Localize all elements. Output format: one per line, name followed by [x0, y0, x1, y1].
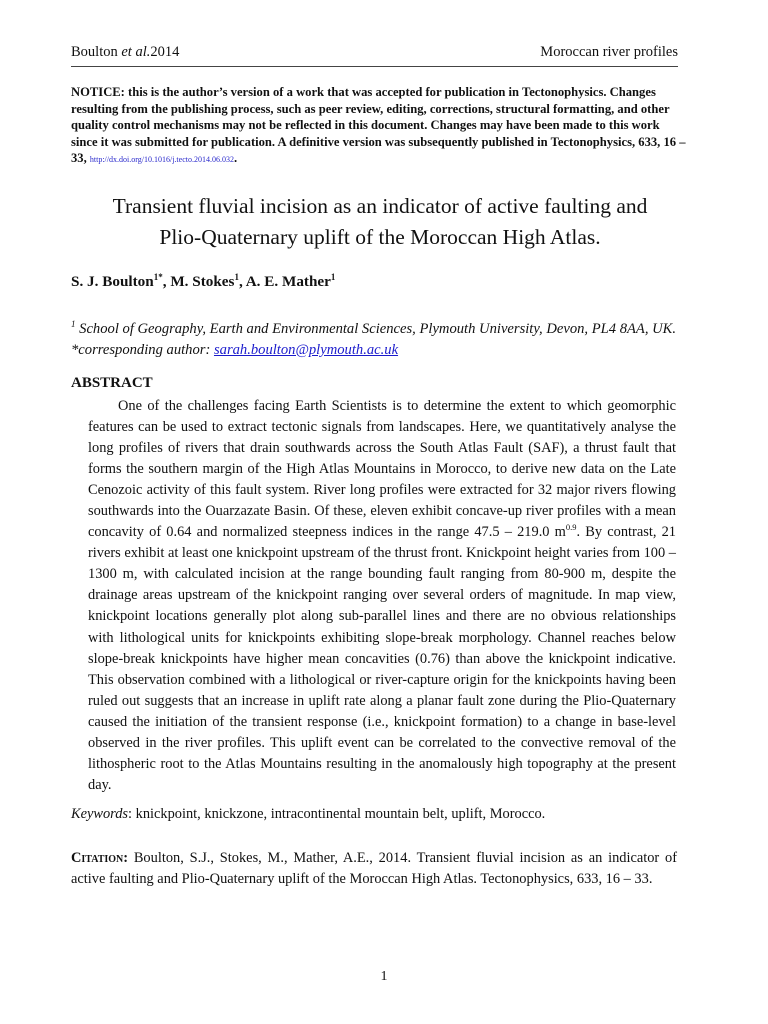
publication-notice: NOTICE: this is the author’s version of a work that was accepted for publication in Tectonophysics. Changes resulting from the publishing process, such as peer review, editing, corrections, structural formatting, and other quality control mechanisms may not be reflected in this document. Changes may have been made to this work since it was submitted for publication. A definitive version was subsequently published in Tectonophysics, 633, 16 – 33, http://dx.doi.org/10.1016/j.tecto.2014.06.032. — [71, 85, 686, 166]
doi-link[interactable]: http://dx.doi.org/10.1016/j.tecto.2014.06.032 — [89, 155, 234, 165]
keywords-label: Keywords — [71, 806, 129, 822]
citation-label: Citation: — [71, 850, 129, 866]
abstract-heading: ABSTRACT — [71, 375, 153, 391]
title-line-1: Transient fluvial incision as an indicator of active faulting and — [112, 194, 648, 218]
keywords: Keywords: knickpoint, knickzone, intracontinental mountain belt, uplift, Morocco. — [71, 806, 546, 822]
abstract-body: One of the challenges facing Earth Scientists is to determine the extent to which geomorphic features can be used to extract tectonic signals from landscapes. Here, we quantitatively analyse the long profiles of rivers that drain southwards across the South Atlas Fault (SAF), a thrust fault that forms the southern margin of the High Atlas Mountains in Morocco, to derive new data on the Late Cenozoic activity of this fault system. River long profiles were extracted for 32 major rivers flowing southwards into the Ouarzazate Basin. Of these, eleven exhibit concave-up river profiles with a mean concavity of 0.64 and normalized steepness indices in the range 47.5 – 219.0 $m^{0.9}$. By contrast, 21 rivers exhibit at least one knickpoint upstream of the thrust front. Knickpoint height varies from 100 – 1300 m, with calculated incision at the range bounding fault ranging from 80-900 m, despite the drainage areas upstream of the knickpoint ranging over several orders of magnitude. In map view, knickpoint locations generally plot along sub-parallel lines and there are no obvious relationships with lithological units for knickpoints exhibiting slope-break morphology. Channel reaches below slope-break knickpoints have higher mean concavities (0.76) than above the knickpoint indicative. This observation combined with a lithological or river-capture origin for the knickpoints having been ruled out suggests that an increase in uplift rate along a planar fault zone during the Plio-Quaternary caused the initiation of the transient response (i.e., knickpoint formation) to a change in base-level observed in the river profiles. This uplift event can be correlated to the convective removal of the lithospheric root to the Atlas Mountains resulting in the anomalously high topography at the present day. — [88, 398, 676, 793]
running-header — [71, 44, 678, 67]
paper-title — [60, 191, 700, 253]
title-line-2: Plio-Quaternary uplift of the Moroccan High Atlas. — [159, 225, 601, 249]
header-author: Boulton et al.2014 — [71, 44, 180, 60]
citation: Citation: Boulton, S.J., Stokes, M., Mather, A.E., 2014. Transient fluvial incision as an indicator of active faulting and Plio-Quaternary uplift of the Moroccan High Atlas. Tectonophysics, 633, 16 – 33. — [71, 850, 677, 887]
notice-text: this is the author’s version of a work that was accepted for publication in Tectonophysics. Changes resulting from the publishing process, such as peer review, editing, corrections, structural formatting, and other quality control mechanisms may not be reflected in this document. Changes may have been made to this work since it was submitted for publication. A definitive version was subsequently published in Tectonophysics, 633, 16 – 33, — [71, 85, 686, 166]
header-running-title: Moroccan river profiles — [540, 44, 678, 60]
notice-label: NOTICE: — [71, 85, 125, 99]
author-list: S. J. Boulton$^{1*}$, M. Stokes$^1$, A. E. Mather$^1$ — [71, 272, 336, 291]
affiliation: $^1$ School of Geography, Earth and Environmental Sciences, Plymouth University, Devon, PL4 8AA, UK. *corresponding author: sarah.boulton@plymouth.ac.uk — [71, 319, 677, 358]
page-number: 1 — [380, 969, 388, 984]
email-link[interactable]: sarah.boulton@plymouth.ac.uk — [213, 341, 399, 358]
